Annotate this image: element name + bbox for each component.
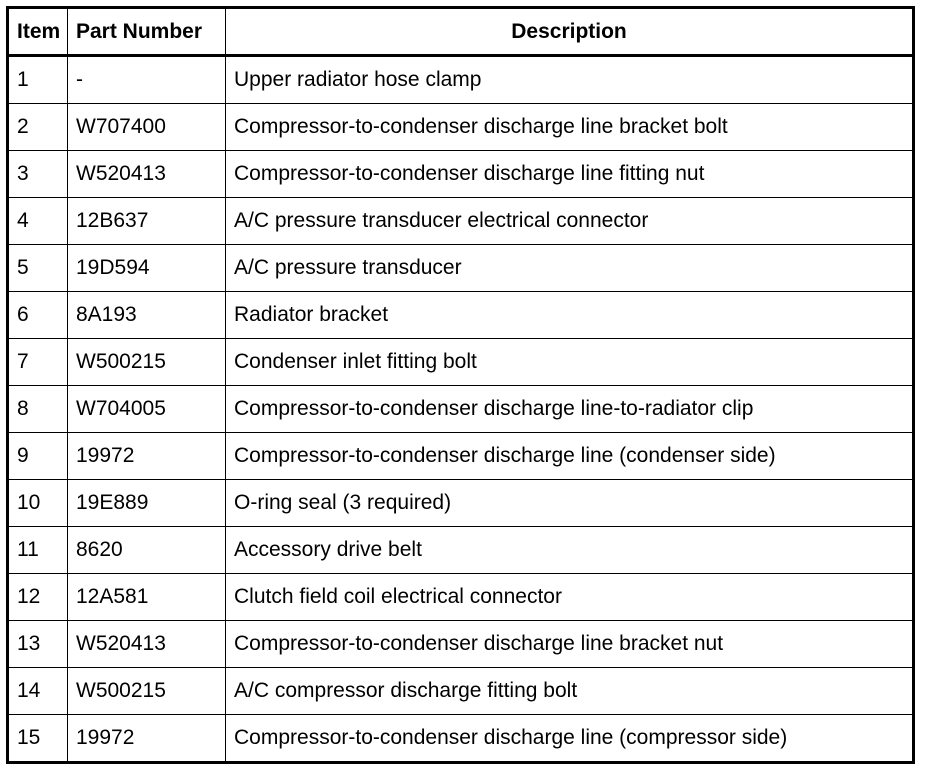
cell-item: 3 [8, 151, 68, 198]
table-row [8, 56, 914, 104]
cell-description: Compressor-to-condenser discharge line fitting nut [226, 151, 914, 198]
table-header [8, 8, 914, 56]
header-description: Description [226, 8, 914, 56]
cell-description: O-ring seal (3 required) [226, 480, 914, 527]
cell-item: 13 [8, 621, 68, 668]
cell-part-number: 8A193 [68, 292, 226, 339]
cell-part-number: 19972 [68, 433, 226, 480]
cell-item: 10 [8, 480, 68, 527]
table-row [8, 621, 914, 668]
cell-description: Radiator bracket [226, 292, 914, 339]
header-part-number: Part Number [68, 8, 226, 56]
cell-description: Compressor-to-condenser discharge line (condenser side) [226, 433, 914, 480]
cell-item: 11 [8, 527, 68, 574]
cell-description: Upper radiator hose clamp [226, 56, 914, 104]
parts-table [6, 6, 915, 764]
table-row [8, 433, 914, 480]
cell-part-number: 19972 [68, 715, 226, 763]
cell-part-number: 12B637 [68, 198, 226, 245]
cell-part-number: W520413 [68, 621, 226, 668]
header-item: Item [8, 8, 68, 56]
cell-description: Clutch field coil electrical connector [226, 574, 914, 621]
cell-part-number: 8620 [68, 527, 226, 574]
cell-item: 15 [8, 715, 68, 763]
cell-part-number: 12A581 [68, 574, 226, 621]
table-row [8, 104, 914, 151]
table-row [8, 527, 914, 574]
cell-item: 5 [8, 245, 68, 292]
cell-part-number: W520413 [68, 151, 226, 198]
cell-description: A/C compressor discharge fitting bolt [226, 668, 914, 715]
cell-description: Compressor-to-condenser discharge line-to-radiator clip [226, 386, 914, 433]
cell-item: 7 [8, 339, 68, 386]
table-row [8, 480, 914, 527]
cell-item: 6 [8, 292, 68, 339]
header-row [8, 8, 914, 56]
cell-description: Compressor-to-condenser discharge line bracket nut [226, 621, 914, 668]
table-row [8, 386, 914, 433]
cell-item: 9 [8, 433, 68, 480]
table-row [8, 245, 914, 292]
table-row [8, 151, 914, 198]
table-row [8, 668, 914, 715]
cell-item: 8 [8, 386, 68, 433]
cell-part-number: W707400 [68, 104, 226, 151]
cell-item: 12 [8, 574, 68, 621]
table-row [8, 292, 914, 339]
cell-item: 4 [8, 198, 68, 245]
cell-part-number: W704005 [68, 386, 226, 433]
cell-part-number: 19D594 [68, 245, 226, 292]
cell-description: Condenser inlet fitting bolt [226, 339, 914, 386]
cell-part-number: W500215 [68, 668, 226, 715]
cell-part-number: 19E889 [68, 480, 226, 527]
cell-item: 1 [8, 56, 68, 104]
cell-description: Compressor-to-condenser discharge line (compressor side) [226, 715, 914, 763]
cell-description: A/C pressure transducer electrical connector [226, 198, 914, 245]
cell-part-number: W500215 [68, 339, 226, 386]
table-row [8, 339, 914, 386]
cell-item: 2 [8, 104, 68, 151]
cell-item: 14 [8, 668, 68, 715]
cell-description: Compressor-to-condenser discharge line bracket bolt [226, 104, 914, 151]
table-body [8, 56, 914, 763]
table-row [8, 574, 914, 621]
cell-description: Accessory drive belt [226, 527, 914, 574]
table-row [8, 715, 914, 763]
cell-part-number: - [68, 56, 226, 104]
cell-description: A/C pressure transducer [226, 245, 914, 292]
table-row [8, 198, 914, 245]
